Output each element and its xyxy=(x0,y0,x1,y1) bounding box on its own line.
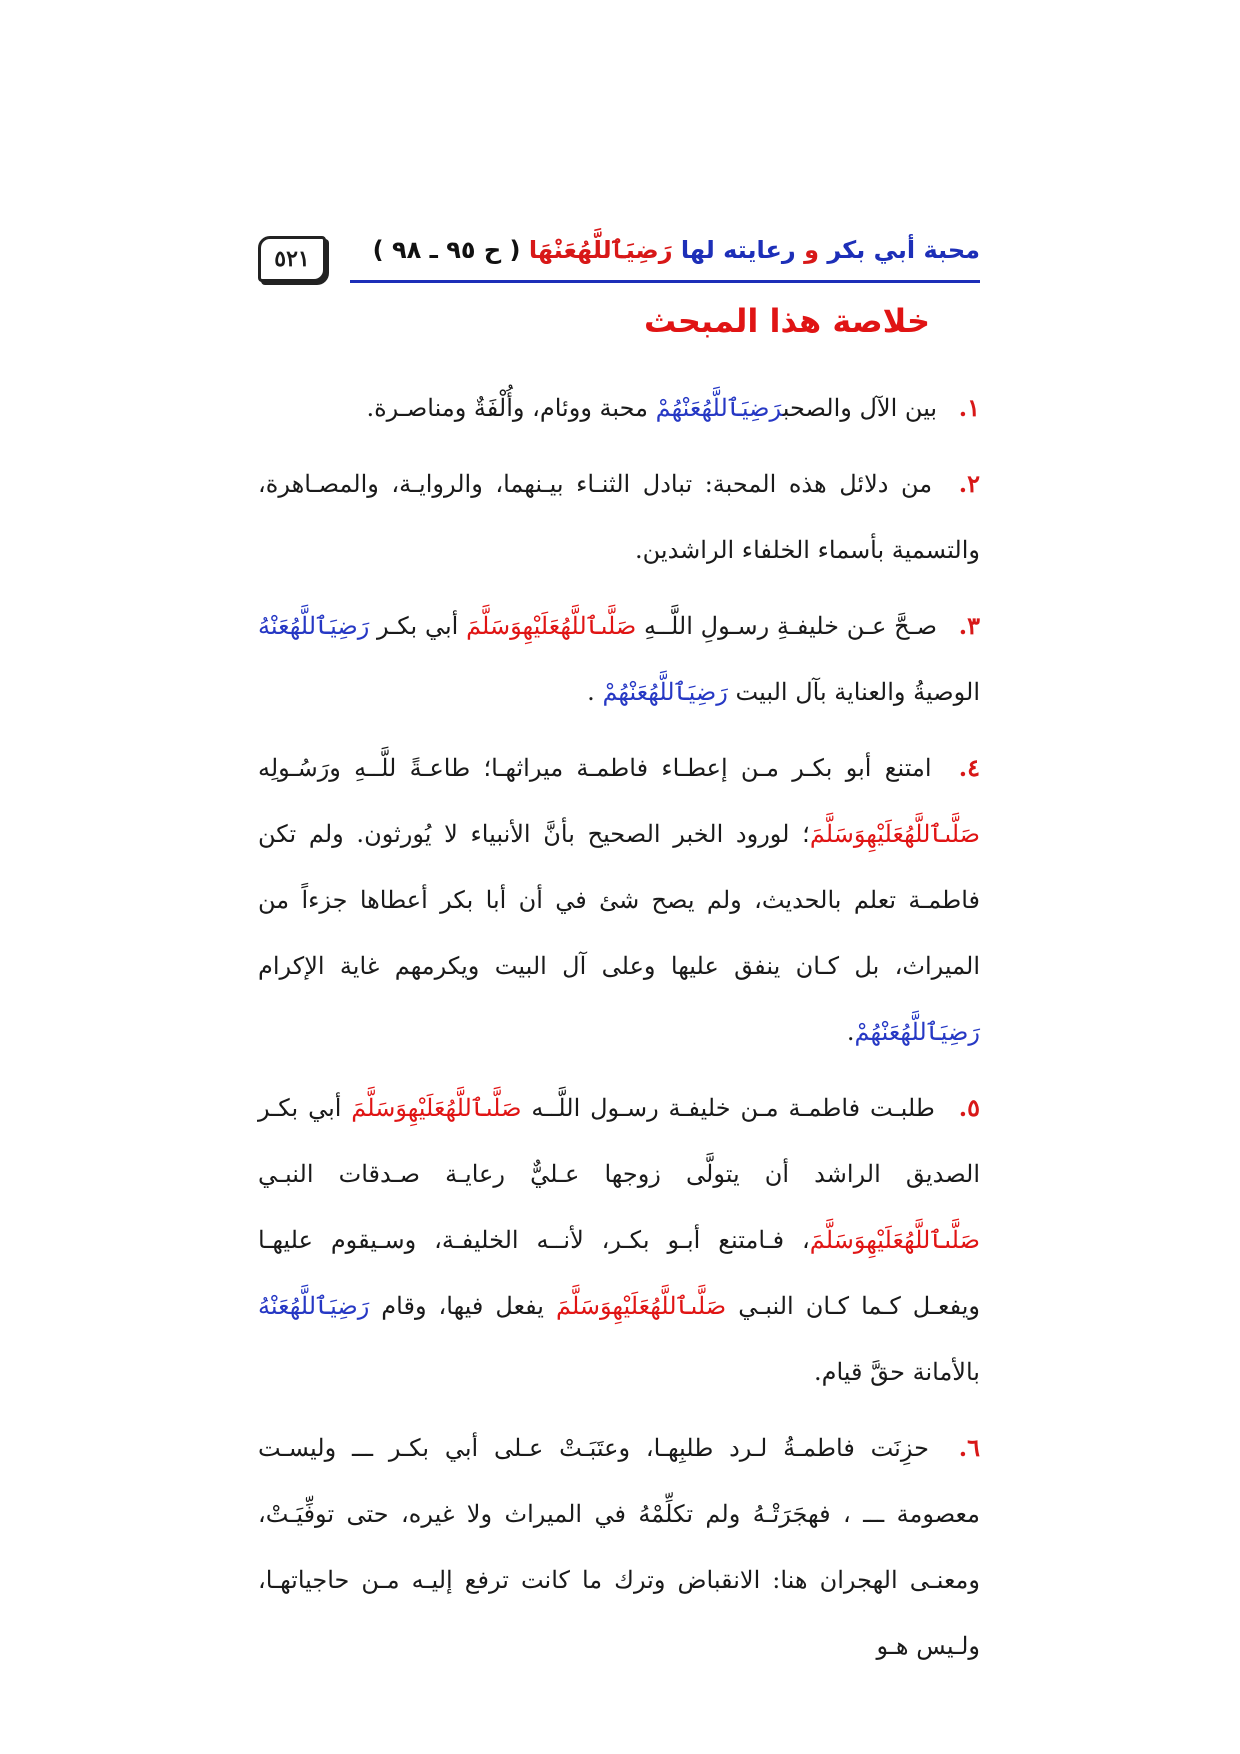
summary-item-1 xyxy=(258,375,980,441)
honorific: رَضِيَٱللَّهُعَنْهُمْ xyxy=(854,1018,980,1046)
item-text: يفعل فيها، وقام xyxy=(381,1292,544,1320)
running-title-part2: و xyxy=(804,236,819,264)
item-text: حزِنَت فاطمـةُ لـرد طلبِهـا، وعتَبَـتْ عـلى أبي بكـر ـــ وليسـت معصومة ـــ ، فهجَرَتْـهُ ولم تكلِّمْهُ في الميراث ولا غيره، حتى توفِّيَـتْ، ومعنـى الهجران هنا: الانقباض وترك ما كانت ترفع إليـه مـن حاجياتهـا، ولـيس هـو xyxy=(258,1434,980,1660)
item-text: صـحَّ عـن خليفـةِ رسـولِ اللَّــهِ xyxy=(644,612,937,640)
item-text: الوصيةُ والعناية بآل البيت xyxy=(735,678,980,706)
running-title-reference: ( ح ٩٥ ـ ٩٨ ) xyxy=(372,236,521,264)
honorific: رَضِيَٱللَّهُعَنْهُمْ xyxy=(602,678,728,706)
running-title-honorific: رَضِيَٱللَّهُعَنْهَا xyxy=(528,236,673,264)
summary-item-5 xyxy=(258,1075,980,1405)
item-text: طلبـت فاطمـة مـن خليفـة رسـول اللَّــه xyxy=(531,1094,935,1122)
honorific: صَلَّىٱللَّهُعَلَيْهِوَسَلَّمَ xyxy=(351,1094,522,1122)
item-text: امتنع أبو بكـر مـن إعطـاء فاطمـة ميراثهـا؛ طاعـةً للَّــهِ ورَسُـولِه xyxy=(258,754,932,782)
item-text: بين الآل والصحب xyxy=(782,394,938,422)
summary-item-3 xyxy=(258,593,980,725)
item-text: محبة ووئام، وأُلْفَةٌ ومناصـرة. xyxy=(366,394,648,422)
summary-item-4 xyxy=(258,735,980,1065)
honorific: صَلَّىٱللَّهُعَلَيْهِوَسَلَّمَ xyxy=(466,612,637,640)
honorific: صَلَّىٱللَّهُعَلَيْهِوَسَلَّمَ xyxy=(555,1292,727,1320)
honorific: رَضِيَٱللَّهُعَنْهُمْ xyxy=(655,394,783,422)
item-text: . xyxy=(846,1018,855,1046)
summary-item-6 xyxy=(258,1415,980,1679)
item-number: ٥. xyxy=(958,1093,980,1122)
item-text: أبي بكـر xyxy=(377,612,459,640)
honorific: صَلَّىٱللَّهُعَلَيْهِوَسَلَّمَ xyxy=(809,1226,980,1254)
item-text: . xyxy=(587,678,595,706)
item-number: ٣. xyxy=(958,611,980,640)
item-text: من دلائل هذه المحبة: تبادل الثنـاء بيـنهما، والروايـة، والمصـاهرة، والتسمية بأسماء الخلفاء الراشدين. xyxy=(258,470,980,564)
honorific: رَضِيَٱللَّهُعَنْهُ xyxy=(258,612,370,640)
running-title-part3: رعايته لها xyxy=(680,236,796,264)
summary-list xyxy=(258,375,980,1689)
honorific: رَضِيَٱللَّهُعَنْهُ xyxy=(258,1292,370,1320)
running-title xyxy=(373,236,980,264)
item-number: ٦. xyxy=(958,1433,980,1462)
page-number: ٥٢١ xyxy=(258,236,326,282)
item-number: ١. xyxy=(958,393,980,422)
section-title: خلاصة هذا المبحث xyxy=(643,302,930,340)
summary-item-2 xyxy=(258,451,980,583)
item-text: أبي بكـر الصديق الراشد أن يتولَّى زوجها عـليٌّ رعايـة صـدقات النبـي xyxy=(258,1094,980,1188)
item-text: بالأمانة حقَّ قيام. xyxy=(813,1358,980,1386)
header-rule xyxy=(350,280,980,283)
honorific: صَلَّىٱللَّهُعَلَيْهِوَسَلَّمَ xyxy=(809,820,981,848)
item-text: ؛ لورود الخبر الصحيح بأنَّ الأنبياء لا يُورثون. ولم تكن فاطمـة تعلم بالحديث، ولم يصح شئ في أن أبا بكر أعطاها جزءاً من الميراث، بل كـان ينفق عليها وعلى آل البيت ويكرمهم غاية الإكرام xyxy=(258,820,980,980)
item-text: ، فـامتنع أبـو بكـر، لأنــه الخليفـة، وسـيقوم عليهـا ويفعـل كـما كـان النبـي xyxy=(258,1226,980,1320)
item-number: ٤. xyxy=(958,753,980,782)
item-number: ٢. xyxy=(958,469,980,498)
page-header xyxy=(258,236,980,298)
running-title-part1: محبة أبي بكر xyxy=(827,236,980,264)
